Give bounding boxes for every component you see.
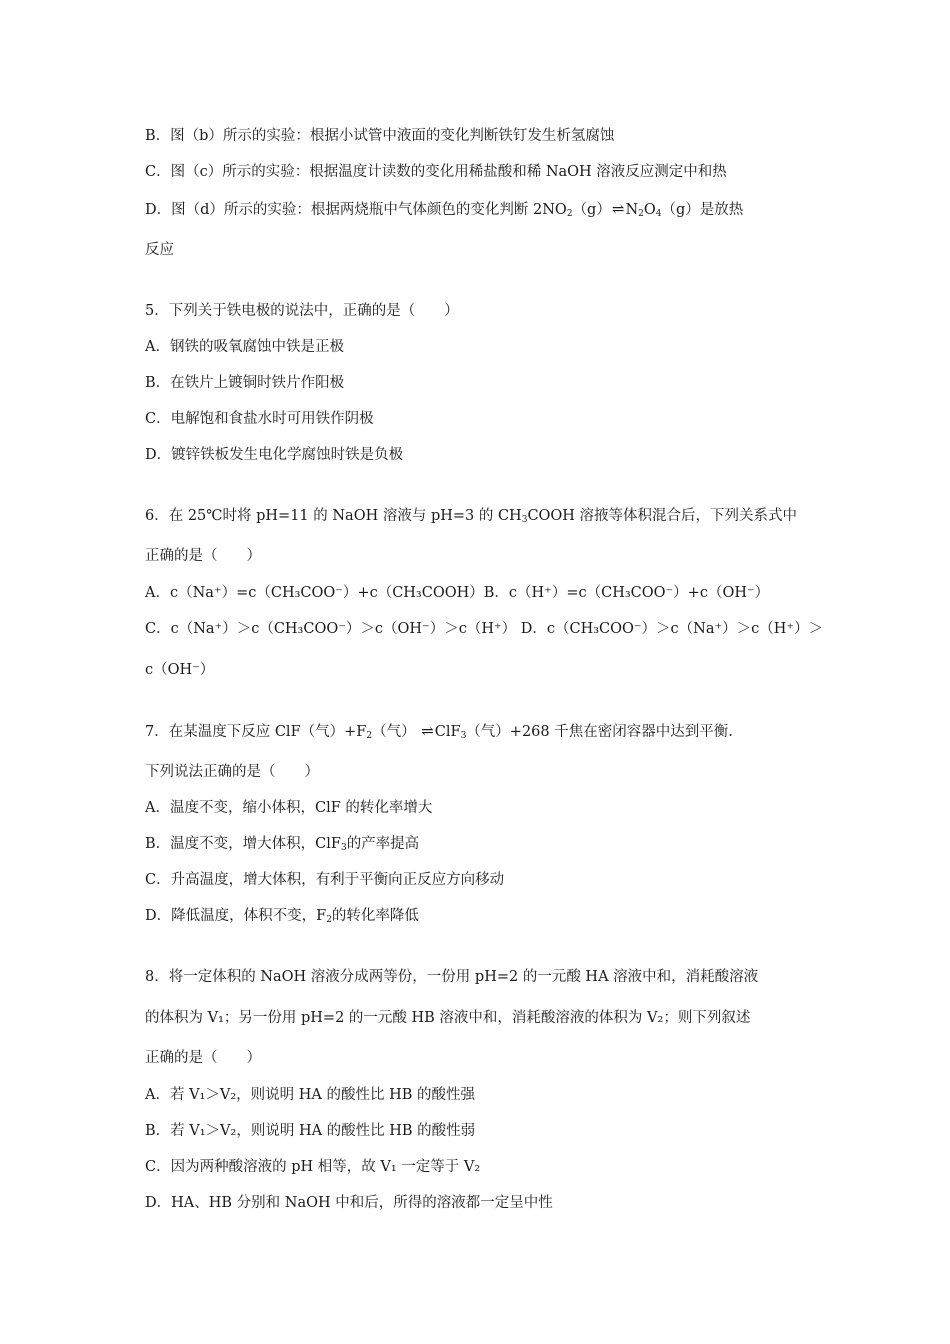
q5-option-a: A．钢铁的吸氧腐蚀中铁是正极 [145,339,344,355]
q5-option-d: D．镀锌铁板发生电化学腐蚀时铁是负极 [145,447,404,463]
q8-option-d: D．HA、HB 分别和 NaOH 中和后，所得的溶液都一定呈中性 [145,1195,553,1211]
q7-option-d [145,906,419,926]
q5-option-b: B．在铁片上镀铜时铁片作阳极 [145,375,345,391]
q7-stem [145,721,733,742]
q4-option-d-text-3: N [625,202,639,218]
q7-option-b [145,834,419,854]
q4-option-d [145,199,743,220]
q4-option-d-sub-2: 2 [638,209,644,219]
q7-option-b-sub: 3 [340,843,347,853]
q7-stem-text-4: （气）+268 千焦在密闭容器中达到平衡. [466,724,733,740]
q6-stem-text-1: 6．在 25℃时将 pH=11 的 NaOH 溶液与 pH=3 的 CH [145,508,522,524]
q7-stem-text-3: ClF [434,724,461,740]
q8-stem-line-2: 的体积为 V₁；另一份用 pH=2 的一元酸 HB 溶液中和，消耗酸溶液的体积为 V₂；则下列叙述 [145,1010,751,1026]
q7-stem-line-2: 下列说法正确的是（ ） [145,764,319,780]
q4-option-d-text-4: O [643,202,656,218]
q7-option-d-text-2: 的转化率降低 [331,908,419,924]
q6-stem [145,506,797,526]
q7-option-d-sub: 2 [326,915,332,925]
q4-option-d-text-2: （g） [572,202,611,218]
q4-option-d-sub-3: 4 [655,209,662,219]
q5-option-c: C．电解饱和食盐水时可用铁作阴极 [145,411,374,427]
q8-option-c: C．因为两种酸溶液的 pH 相等，故 V₁ 一定等于 V₂ [145,1159,481,1175]
q6-stem-sub: 3 [521,515,528,525]
q7-option-b-text-1: B．温度不变，增大体积，ClF [145,836,341,852]
equilibrium-arrow-icon: ⇌ [611,200,625,218]
q6-option-d-continued: c（OH⁻） [145,662,215,678]
q7-stem-text-1: 7．在某温度下反应 ClF（气）+F [145,724,367,740]
equilibrium-arrow-icon: ⇌ [421,722,434,740]
q4-option-d-continued: 反应 [145,242,174,258]
q6-stem-text-2: COOH 溶掖等体积混合后，下列关系式中 [527,508,798,524]
q5-stem: 5．下列关于铁电极的说法中，正确的是（ ） [145,303,459,319]
q6-stem-line-2: 正确的是（ ） [145,548,261,564]
q7-option-a: A．温度不变，缩小体积，ClF 的转化率增大 [145,800,433,816]
q4-option-b: B．图（b）所示的实验：根据小试管中液面的变化判断铁钉发生析氢腐蚀 [145,128,615,144]
q7-option-c: C．升高温度，增大体积，有利于平衡向正反应方向移动 [145,872,505,888]
q8-option-a: A．若 V₁＞V₂，则说明 HA 的酸性比 HB 的酸性强 [145,1087,476,1103]
q4-option-d-sub-1: 2 [566,209,573,219]
q8-stem-line-3: 正确的是（ ） [145,1050,261,1066]
q8-stem: 8．将一定体积的 NaOH 溶液分成两等份，一份用 pH=2 的一元酸 HA 溶液中和，消耗酸溶液 [145,969,759,985]
q7-stem-text-2: （气） [372,724,421,740]
q4-option-c: C．图（c）所示的实验：根据温度计读数的变化用稀盐酸和稀 NaOH 溶液反应测定中和热 [145,164,727,180]
q6-options-cd: C．c（Na⁺）＞c（CH₃COO⁻）＞c（OH⁻）＞c（H⁺） D．c（CH₃COO⁻）＞c（Na⁺）＞c（H⁺）＞ [145,621,824,637]
q6-options-ab: A．c（Na⁺）=c（CH₃COO⁻）+c（CH₃COOH）B．c（H⁺）=c（CH₃COO⁻）+c（OH⁻） [145,585,770,601]
q7-stem-sub-1: 2 [366,731,373,741]
q4-option-d-text-1: D．图（d）所示的实验：根据两烧瓶中气体颜色的变化判断 2NO [145,202,567,218]
q7-stem-sub-2: 3 [460,731,467,741]
q4-option-d-text-5: （g）是放热 [661,202,744,218]
q7-option-b-text-2: 的产率提高 [346,836,420,852]
q8-option-b: B．若 V₁＞V₂，则说明 HA 的酸性比 HB 的酸性弱 [145,1123,476,1139]
q7-option-d-text-1: D．降低温度，体积不变，F [145,908,327,924]
